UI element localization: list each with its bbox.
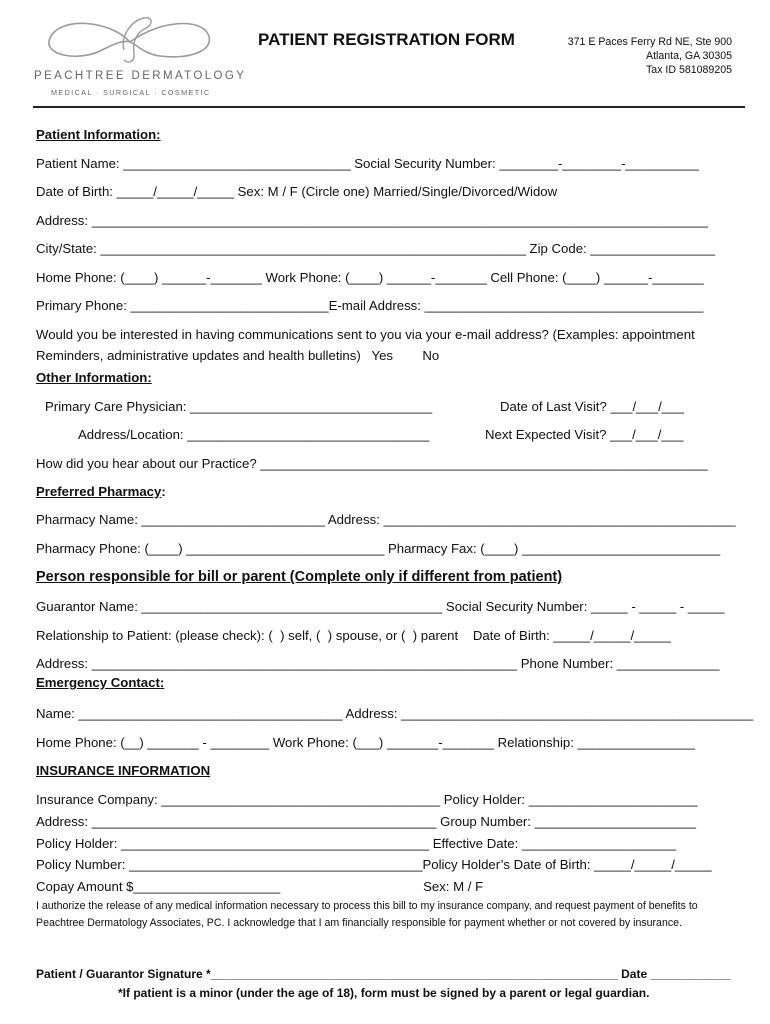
primary-phone-email-fields[interactable]: Primary Phone: ___________________________E-mail Address: ______________________________________ (36, 298, 704, 313)
pharmacy-name-address-fields[interactable]: Pharmacy Name: _________________________ Address: ________________________________________________ (36, 512, 736, 527)
pharmacy-phone-fax-fields[interactable]: Pharmacy Phone: (____) ___________________________ Pharmacy Fax: (____) ___________________________ (36, 541, 721, 556)
pharmacy-heading-colon: : (161, 484, 166, 499)
next-visit-date-field[interactable]: Next Expected Visit? ___/___/___ (485, 427, 684, 442)
guarantor-address-phone-fields[interactable]: Address: __________________________________________________________ Phone Number: ______________ (36, 656, 720, 671)
header-divider (33, 106, 745, 108)
authorization-statement: I authorize the release of any medical information necessary to process this bill to my insurance company, and request payment of benefits to Peachtree Dermatology Associates, PC. I acknowledge that I am financially responsible for payment whether or not covered by insurance. (36, 900, 698, 929)
section-heading-other: Other Information: (36, 370, 152, 385)
patient-name-ssn-fields[interactable]: Patient Name: _______________________________ Social Security Number: ________-________-__________ (36, 156, 699, 171)
policy-number-holder-dob-fields[interactable]: Policy Number: ________________________________________Policy Holder’s Date of Birth: _____/_____/_____ (36, 857, 712, 872)
city-state-zip-fields[interactable]: City/State: __________________________________________________________ Zip Code: _________________ (36, 241, 716, 256)
referral-source-field[interactable]: How did you hear about our Practice? _____________________________________________________________ (36, 456, 708, 471)
section-heading-pharmacy (36, 484, 166, 500)
physician-location-field[interactable]: Address/Location: _________________________________ (78, 427, 430, 442)
section-heading-insurance: INSURANCE INFORMATION (36, 763, 211, 778)
copay-sex-fields[interactable]: Copay Amount $____________________ Sex: M / F (36, 879, 484, 894)
logo-tagline: MEDICAL · SURGICAL · COSMETIC (51, 88, 211, 97)
pharmacy-heading-text: Preferred Pharmacy (36, 484, 162, 499)
form-title: PATIENT REGISTRATION FORM (258, 30, 515, 49)
address-line-1: 371 E Paces Ferry Rd NE, Ste 900 (567, 36, 732, 48)
primary-care-physician-field[interactable]: Primary Care Physician: _________________________________ (45, 399, 433, 414)
dob-sex-marital-fields[interactable]: Date of Birth: _____/_____/_____ Sex: M / F (Circle one) Married/Single/Divorced/Widow (36, 184, 558, 199)
insurance-company-holder-fields[interactable]: Insurance Company: ______________________________________ Policy Holder: _______________________ (36, 792, 698, 807)
minor-signature-note: *If patient is a minor (under the age of 18), form must be signed by a parent or legal guardian. (118, 986, 650, 1000)
logo-name: PEACHTREE DERMATOLOGY (34, 70, 247, 82)
patient-address-field[interactable]: Address: ____________________________________________________________________________________ (36, 213, 708, 228)
guarantor-relationship-dob-fields[interactable]: Relationship to Patient: (please check): ( ) self, ( ) spouse, or ( ) parent Date of Birth: _____/_____/_____ (36, 628, 671, 643)
emergency-phone-relationship-fields[interactable]: Home Phone: (__) _______ - ________ Work Phone: (___) _______-_______ Relationship: ________________ (36, 735, 695, 750)
guarantor-name-ssn-fields[interactable]: Guarantor Name: _________________________________________ Social Security Number: _____ - _____ - _____ (36, 599, 725, 614)
insurance-address-group-fields[interactable]: Address: _______________________________________________ Group Number: ______________________ (36, 814, 696, 829)
email-consent-question: Would you be interested in having communications sent to you via your e-mail address? (Examples: appointment (36, 327, 695, 342)
email-consent-options[interactable]: Reminders, administrative updates and health bulletins) Yes No (36, 348, 440, 363)
section-heading-emergency: Emergency Contact: (36, 675, 165, 690)
signature-date-fields[interactable]: Patient / Guarantor Signature *_____________________________________________________________ Date ____________ (36, 967, 731, 981)
last-visit-date-field[interactable]: Date of Last Visit? ___/___/___ (500, 399, 684, 414)
address-line-2: Atlanta, GA 30305 (646, 50, 732, 62)
emergency-name-address-fields[interactable]: Name: ____________________________________ Address: ________________________________________________ (36, 706, 754, 721)
patient-phone-fields[interactable]: Home Phone: (____) ______-_______ Work Phone: (____) ______-_______ Cell Phone: (____) ______-_______ (36, 270, 704, 285)
section-heading-guarantor: Person responsible for bill or parent (Complete only if different from patient) (36, 569, 563, 585)
section-heading-patient: Patient Information: (36, 127, 161, 142)
policy-holder-effective-date-fields[interactable]: Policy Holder: __________________________________________ Effective Date: _____________________ (36, 836, 676, 851)
tax-id: Tax ID 581089205 (646, 64, 732, 76)
logo-mark (40, 10, 220, 68)
